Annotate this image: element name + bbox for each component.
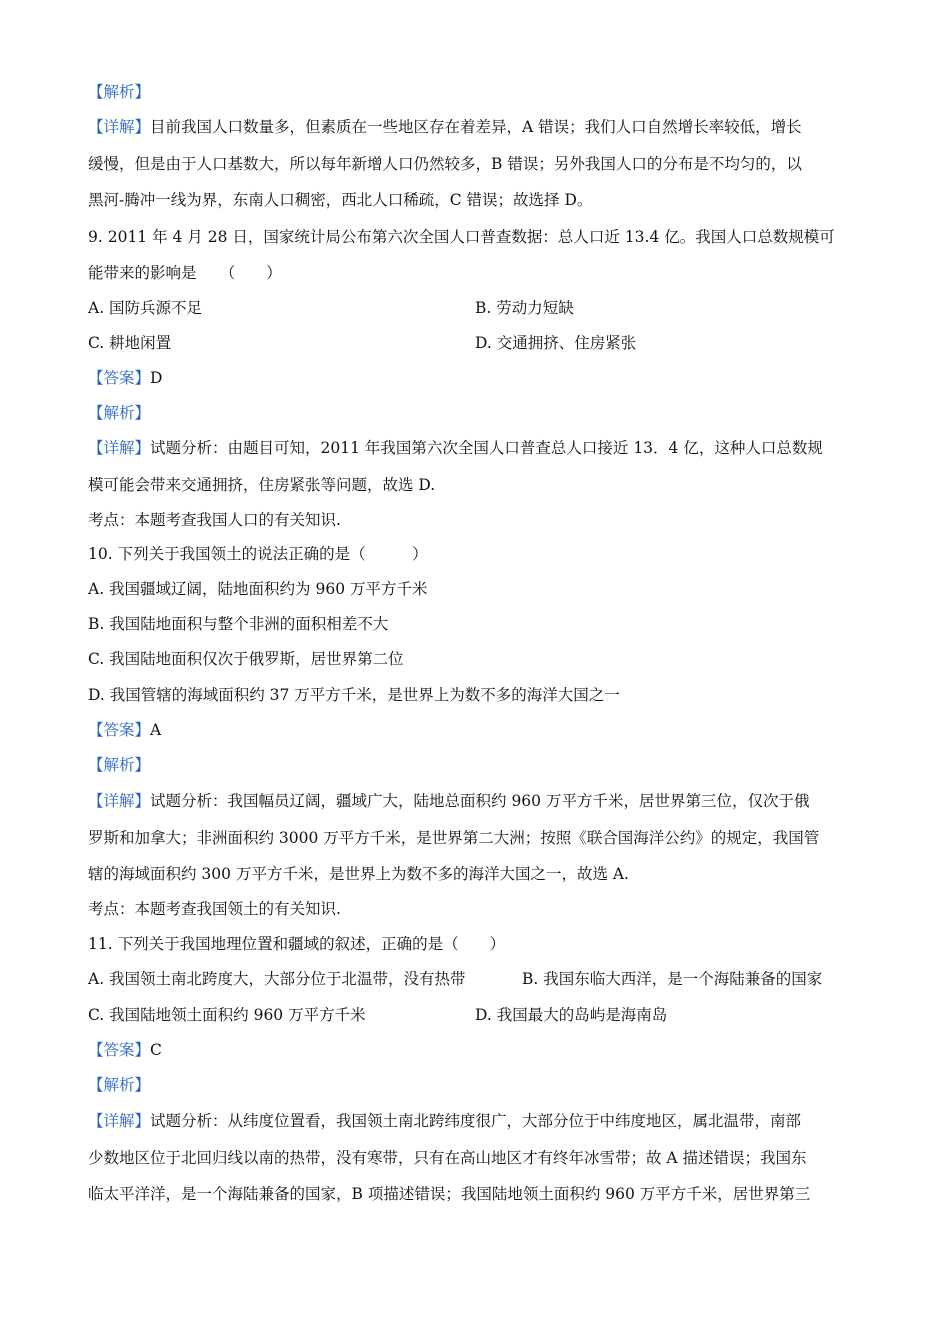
answer-line bbox=[88, 1039, 162, 1061]
detail-text: 黑河-腾冲一线为界，东南人口稠密，西北人口稀疏，C 错误；故选择 D。 bbox=[88, 191, 593, 209]
detail-text: 缓慢，但是由于人口基数大，所以每年新增人口仍然较多，B 错误；另外我国人口的分布是不均匀的，以 bbox=[88, 155, 802, 173]
detail-line bbox=[88, 437, 823, 459]
analysis-label: 【解析】 bbox=[88, 404, 151, 422]
analysis-label: 【解析】 bbox=[88, 756, 151, 774]
detail-line bbox=[88, 1110, 801, 1132]
detail-text: 试题分析：从纬度位置看，我国领土南北跨纬度很广，大部分位于中纬度地区，属北温带，南部 bbox=[150, 1112, 802, 1130]
analysis-heading bbox=[88, 402, 150, 424]
question-9-stem: 能带来的影响是 （ ） bbox=[88, 264, 282, 282]
option-d: D. 交通拥挤、住房紧张 bbox=[475, 334, 637, 352]
option-d: D. 我国最大的岛屿是海南岛 bbox=[475, 1006, 668, 1024]
option-b: B. 劳动力短缺 bbox=[475, 299, 574, 317]
answer-label: 【答案】 bbox=[88, 369, 151, 387]
detail-text: 模可能会带来交通拥挤，住房紧张等问题，故选 D. bbox=[88, 476, 436, 494]
option-b: B. 我国东临大西洋，是一个海陆兼备的国家 bbox=[522, 970, 823, 988]
detail-text: 少数地区位于北回归线以南的热带，没有寒带，只有在高山地区才有终年冰雪带；故 A 描述错误；我国东 bbox=[88, 1149, 807, 1167]
answer-value: D bbox=[150, 369, 163, 387]
analysis-heading bbox=[88, 754, 150, 776]
detail-text: 试题分析：由题目可知，2011 年我国第六次全国人口普查总人口接近 13．4 亿，这种人口总数规 bbox=[150, 439, 823, 457]
detail-label: 【详解】 bbox=[88, 118, 151, 136]
analysis-heading bbox=[88, 81, 150, 103]
kaodian-text: 考点：本题考查我国领土的有关知识. bbox=[88, 900, 341, 918]
detail-label: 【详解】 bbox=[88, 792, 151, 810]
detail-label: 【详解】 bbox=[88, 1112, 151, 1130]
detail-line bbox=[88, 790, 809, 812]
answer-value: C bbox=[150, 1041, 162, 1059]
option-a: A. 我国疆域辽阔，陆地面积约为 960 万平方千米 bbox=[88, 580, 428, 598]
detail-text: 罗斯和加拿大；非洲面积约 3000 万平方千米，是世界第二大洲；按照《联合国海洋公约》的规定，我国管 bbox=[88, 829, 820, 847]
answer-line bbox=[88, 367, 162, 389]
answer-label: 【答案】 bbox=[88, 721, 151, 739]
answer-value: A bbox=[150, 721, 162, 739]
analysis-label: 【解析】 bbox=[88, 1076, 151, 1094]
option-b: B. 我国陆地面积与整个非洲的面积相差不大 bbox=[88, 615, 389, 633]
option-a: A. 我国领土南北跨度大，大部分位于北温带，没有热带 bbox=[88, 970, 466, 988]
answer-line bbox=[88, 719, 161, 741]
question-10-stem: 10. 下列关于我国领土的说法正确的是（ ） bbox=[88, 545, 428, 563]
option-c: C. 耕地闲置 bbox=[88, 334, 172, 352]
question-11-stem: 11. 下列关于我国地理位置和疆域的叙述，正确的是（ ） bbox=[88, 935, 506, 953]
detail-label: 【详解】 bbox=[88, 439, 151, 457]
detail-text: 辖的海域面积约 300 万平方千米，是世界上为数不多的海洋大国之一，故选 A. bbox=[88, 865, 629, 883]
kaodian-text: 考点：本题考查我国人口的有关知识. bbox=[88, 511, 341, 529]
analysis-label: 【解析】 bbox=[88, 83, 151, 101]
question-9-stem: 9. 2011 年 4 月 28 日，国家统计局公布第六次全国人口普查数据：总人口近 13.4 亿。我国人口总数规模可 bbox=[88, 228, 835, 246]
option-a: A. 国防兵源不足 bbox=[88, 299, 203, 317]
answer-label: 【答案】 bbox=[88, 1041, 151, 1059]
analysis-heading bbox=[88, 1074, 150, 1096]
detail-text: 临太平洋洋，是一个海陆兼备的国家，B 项描述错误；我国陆地领土面积约 960 万平方千米，居世界第三 bbox=[88, 1185, 811, 1203]
option-c: C. 我国陆地领土面积约 960 万平方千米 bbox=[88, 1006, 366, 1024]
option-c: C. 我国陆地面积仅次于俄罗斯，居世界第二位 bbox=[88, 650, 404, 668]
detail-text: 目前我国人口数量多，但素质在一些地区存在着差异，A 错误；我们人口自然增长率较低，增长 bbox=[150, 118, 802, 136]
detail-line bbox=[88, 116, 802, 138]
detail-text: 试题分析：我国幅员辽阔，疆域广大，陆地总面积约 960 万平方千米，居世界第三位，仅次于俄 bbox=[150, 792, 810, 810]
option-d: D. 我国管辖的海域面积约 37 万平方千米，是世界上为数不多的海洋大国之一 bbox=[88, 686, 620, 704]
